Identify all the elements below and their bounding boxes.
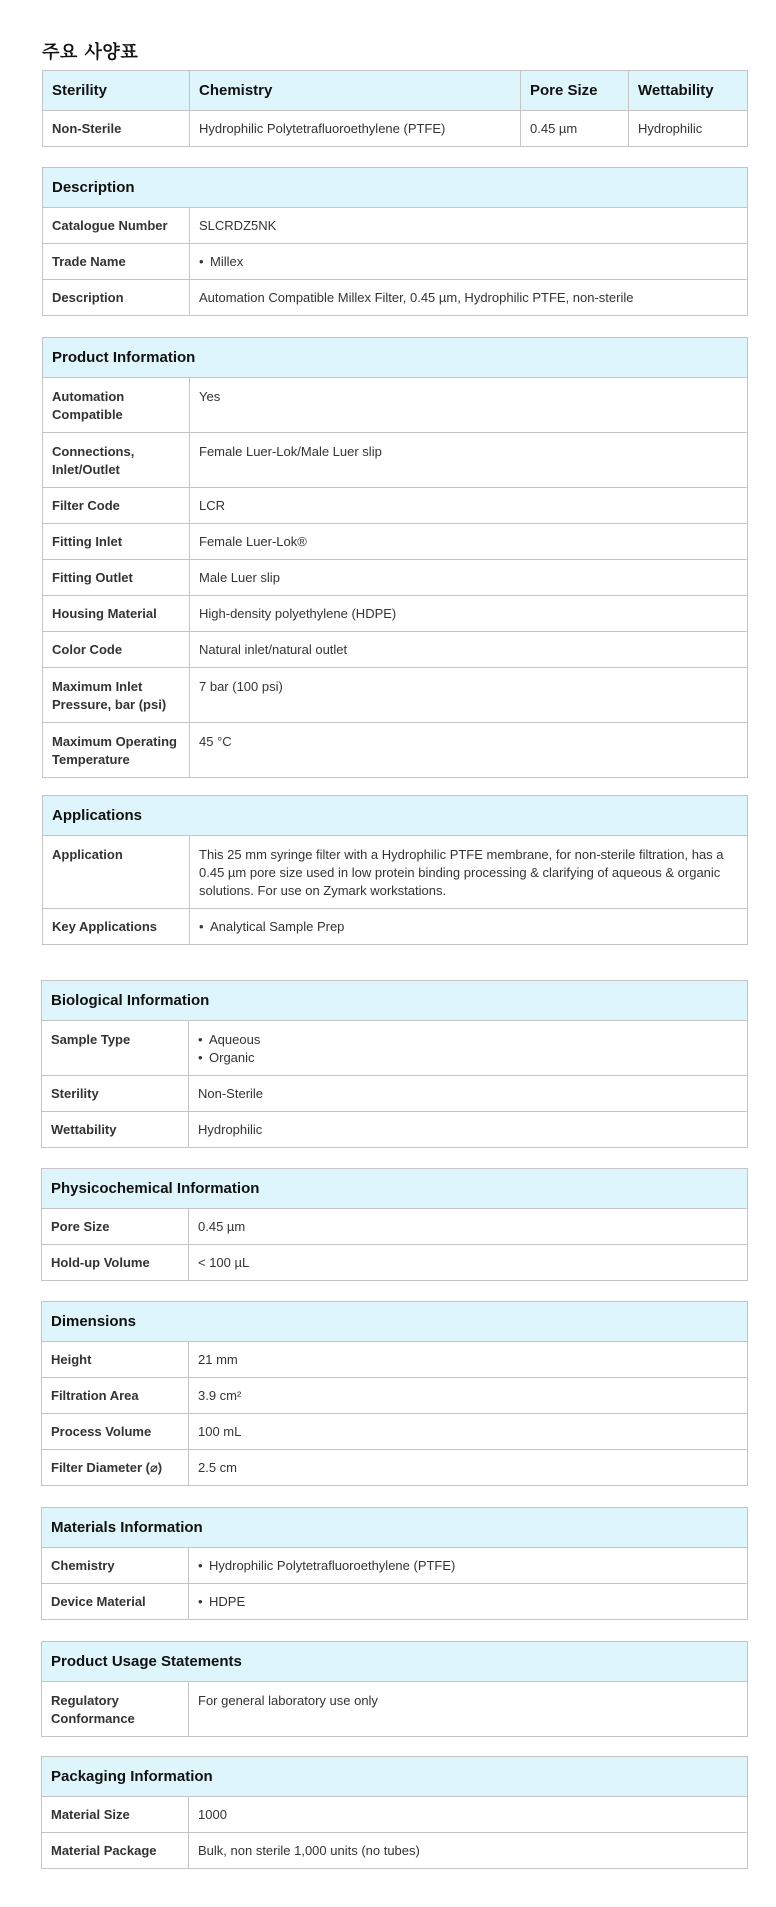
sample-type-value: • Organic — [198, 1049, 738, 1067]
product-information-table — [42, 337, 748, 778]
sample-type-cell — [189, 1021, 748, 1076]
process-volume-value: 100 mL — [189, 1414, 748, 1450]
automation-compatible-value: Yes — [190, 378, 748, 433]
key-applications-cell — [190, 909, 748, 945]
fitting-inlet-value: Female Luer-Lok® — [190, 524, 748, 560]
applications-title: Applications — [43, 796, 748, 836]
table-row — [43, 596, 748, 632]
pore-size-value: 0.45 µm — [189, 1209, 748, 1245]
filter-code-label: Filter Code — [43, 488, 190, 524]
device-material-cell — [189, 1584, 748, 1620]
physicochemical-information-table — [41, 1168, 748, 1281]
fitting-outlet-label: Fitting Outlet — [43, 560, 190, 596]
table-row — [43, 524, 748, 560]
table-row — [42, 1076, 748, 1112]
summary-header-chemistry: Chemistry — [190, 71, 521, 111]
application-label: Application — [43, 836, 190, 909]
table-row — [43, 632, 748, 668]
table-row — [42, 1548, 748, 1584]
filtration-area-label: Filtration Area — [42, 1378, 189, 1414]
material-size-label: Material Size — [42, 1797, 189, 1833]
sterility-value: Non-Sterile — [189, 1076, 748, 1112]
housing-material-label: Housing Material — [43, 596, 190, 632]
max-inlet-pressure-value: 7 bar (100 psi) — [190, 668, 748, 723]
summary-row — [43, 111, 748, 147]
sample-type-value: • Aqueous — [198, 1031, 738, 1049]
table-row — [42, 1342, 748, 1378]
table-row — [43, 836, 748, 909]
color-code-label: Color Code — [43, 632, 190, 668]
table-row — [43, 909, 748, 945]
trade-name-label: Trade Name — [43, 244, 190, 280]
materials-information-title: Materials Information — [42, 1508, 748, 1548]
table-row — [42, 1682, 748, 1737]
filter-diameter-value: 2.5 cm — [189, 1450, 748, 1486]
max-operating-temperature-value: 45 °C — [190, 723, 748, 778]
description-value: Automation Compatible Millex Filter, 0.45 µm, Hydrophilic PTFE, non-sterile — [190, 280, 748, 316]
biological-information-table — [41, 980, 748, 1148]
material-size-value: 1000 — [189, 1797, 748, 1833]
description-label: Description — [43, 280, 190, 316]
packaging-information-title: Packaging Information — [42, 1757, 748, 1797]
table-row — [43, 433, 748, 488]
housing-material-value: High-density polyethylene (HDPE) — [190, 596, 748, 632]
dimensions-table — [41, 1301, 748, 1486]
summary-sterility-value: Non-Sterile — [43, 111, 190, 147]
catalogue-number-value: SLCRDZ5NK — [190, 208, 748, 244]
connections-label: Connections, Inlet/Outlet — [43, 433, 190, 488]
applications-table — [42, 795, 748, 945]
summary-pore-size-value: 0.45 µm — [521, 111, 629, 147]
hold-up-volume-label: Hold-up Volume — [42, 1245, 189, 1281]
table-row — [42, 1833, 748, 1869]
material-package-label: Material Package — [42, 1833, 189, 1869]
chemistry-label: Chemistry — [42, 1548, 189, 1584]
table-row — [43, 668, 748, 723]
product-usage-table — [41, 1641, 748, 1737]
wettability-label: Wettability — [42, 1112, 189, 1148]
hold-up-volume-value: < 100 µL — [189, 1245, 748, 1281]
table-row — [42, 1797, 748, 1833]
table-row — [42, 1414, 748, 1450]
height-value: 21 mm — [189, 1342, 748, 1378]
regulatory-conformance-label: Regulatory Conformance — [42, 1682, 189, 1737]
summary-table — [42, 70, 748, 147]
material-package-value: Bulk, non sterile 1,000 units (no tubes) — [189, 1833, 748, 1869]
sample-type-label: Sample Type — [42, 1021, 189, 1076]
summary-wettability-value: Hydrophilic — [629, 111, 748, 147]
device-material-value: • HDPE — [198, 1593, 738, 1611]
fitting-inlet-label: Fitting Inlet — [43, 524, 190, 560]
table-row — [43, 280, 748, 316]
height-label: Height — [42, 1342, 189, 1378]
biological-information-title: Biological Information — [42, 981, 748, 1021]
filtration-area-value: 3.9 cm² — [189, 1378, 748, 1414]
application-value: This 25 mm syringe filter with a Hydrophilic PTFE membrane, for non-sterile filtration, has a 0.45 µm pore size used in low protein binding processing & clarifying of aqueous & organic solutions. For use on Zymark workstations. — [190, 836, 748, 909]
table-row — [42, 1450, 748, 1486]
catalogue-number-label: Catalogue Number — [43, 208, 190, 244]
trade-name-cell — [190, 244, 748, 280]
trade-name-value: • Millex — [199, 253, 738, 271]
wettability-value: Hydrophilic — [189, 1112, 748, 1148]
table-row — [43, 560, 748, 596]
sterility-label: Sterility — [42, 1076, 189, 1112]
key-applications-value: • Analytical Sample Prep — [199, 918, 738, 936]
process-volume-label: Process Volume — [42, 1414, 189, 1450]
summary-header-wettability: Wettability — [629, 71, 748, 111]
table-row — [43, 488, 748, 524]
materials-information-table — [41, 1507, 748, 1620]
table-row — [43, 723, 748, 778]
table-row — [43, 378, 748, 433]
table-row — [43, 244, 748, 280]
description-title: Description — [43, 168, 748, 208]
max-operating-temperature-label: Maximum Operating Temperature — [43, 723, 190, 778]
color-code-value: Natural inlet/natural outlet — [190, 632, 748, 668]
table-row — [42, 1245, 748, 1281]
max-inlet-pressure-label: Maximum Inlet Pressure, bar (psi) — [43, 668, 190, 723]
table-row — [42, 1021, 748, 1076]
regulatory-conformance-value: For general laboratory use only — [189, 1682, 748, 1737]
page-title: 주요 사양표 — [42, 42, 139, 63]
table-row — [43, 208, 748, 244]
summary-chemistry-value: Hydrophilic Polytetrafluoroethylene (PTFE) — [190, 111, 521, 147]
table-row — [42, 1378, 748, 1414]
automation-compatible-label: Automation Compatible — [43, 378, 190, 433]
filter-code-value: LCR — [190, 488, 748, 524]
physicochemical-information-title: Physicochemical Information — [42, 1169, 748, 1209]
summary-header-sterility: Sterility — [43, 71, 190, 111]
product-information-title: Product Information — [43, 338, 748, 378]
table-row — [42, 1112, 748, 1148]
table-row — [42, 1209, 748, 1245]
product-usage-title: Product Usage Statements — [42, 1642, 748, 1682]
pore-size-label: Pore Size — [42, 1209, 189, 1245]
summary-header-pore-size: Pore Size — [521, 71, 629, 111]
key-applications-label: Key Applications — [43, 909, 190, 945]
filter-diameter-label: Filter Diameter (⌀) — [42, 1450, 189, 1486]
dimensions-title: Dimensions — [42, 1302, 748, 1342]
chemistry-value: • Hydrophilic Polytetrafluoroethylene (PTFE) — [198, 1557, 738, 1575]
device-material-label: Device Material — [42, 1584, 189, 1620]
connections-value: Female Luer-Lok/Male Luer slip — [190, 433, 748, 488]
packaging-information-table — [41, 1756, 748, 1869]
summary-header-row — [43, 71, 748, 111]
fitting-outlet-value: Male Luer slip — [190, 560, 748, 596]
description-table — [42, 167, 748, 316]
table-row — [42, 1584, 748, 1620]
chemistry-cell — [189, 1548, 748, 1584]
